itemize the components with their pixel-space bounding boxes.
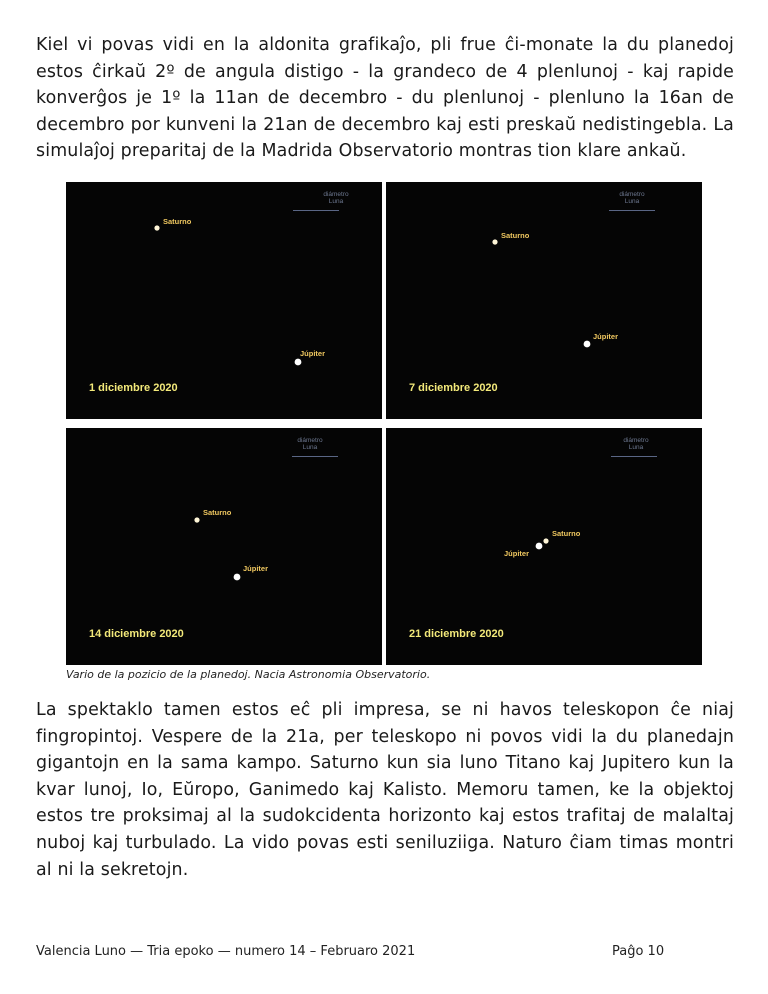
sky-panel-4 [386, 428, 702, 665]
intro-paragraph: Kiel vi povas vidi en la aldonita grafikaĵo, pli frue ĉi-monate la du planedoj estos ĉirkaŭ 2º de angula distigo - la grandeco de 4 plenlunoj - kaj rapide konverĝos je 1º la 11an de decembro - du plenlunoj - plenluno la 16an de decembro por kunveni la 21an de decembro kaj esti preskaŭ nedistingebla. La simulaĵoj preparitaj de la Madrida Observatorio montras tion klare ankaŭ. [36, 35, 734, 162]
jupiter-label: Júpiter [300, 349, 326, 358]
panel-date: 14 diciembre 2020 [89, 628, 184, 640]
moon-diameter-label: diámetro Luna [297, 437, 323, 451]
panel-date: 7 diciembre 2020 [409, 382, 498, 394]
saturn-label: Saturno [552, 529, 581, 538]
panel-date: 21 diciembre 2020 [409, 628, 504, 640]
jupiter-marker [234, 574, 241, 581]
saturn-label: Saturno [163, 217, 192, 226]
saturn-label: Saturno [501, 231, 530, 240]
moon-diameter-label: diámetro Luna [623, 437, 649, 451]
sky-panel-1 [66, 182, 382, 419]
jupiter-marker [295, 359, 302, 366]
sky-panel-3 [66, 428, 382, 665]
moon-diameter-label: diámetro Luna [323, 191, 349, 205]
saturn-label: Saturno [203, 508, 232, 517]
jupiter-marker [536, 543, 543, 550]
sky-panel-2 [386, 182, 702, 419]
saturn-marker [492, 239, 497, 244]
jupiter-label: Júpiter [593, 332, 619, 341]
figure-caption: Vario de la pozicio de la planedoj. Nacia Astronomia Observatorio. [66, 668, 431, 681]
footer-publication: Valencia Luno — Tria epoko — numero 14 – Februaro 2021 [36, 944, 416, 959]
moon-diameter-label: diámetro Luna [619, 191, 645, 205]
jupiter-marker [584, 341, 591, 348]
footer-page-number: Paĝo 10 [612, 944, 665, 959]
saturn-marker [543, 538, 548, 543]
saturn-marker [194, 517, 199, 522]
jupiter-label: Júpiter [504, 549, 530, 558]
jupiter-label: Júpiter [243, 564, 269, 573]
saturn-marker [154, 225, 159, 230]
panel-date: 1 diciembre 2020 [89, 382, 178, 394]
outro-paragraph: La spektaklo tamen estos eĉ pli impresa, se ni havos teleskopon ĉe niaj fingropintoj. Vespere de la 21a, per teleskopo ni povos vidi la du planedajn gigantojn en la sama kampo. Saturno kun sia luno Titano kaj Jupitero kun la kvar lunoj, Io, Eŭropo, Ganimedo kaj Kalisto. Memoru tamen, ke la objektoj estos tre proksimaj al la sudokcidenta horizonto kaj estos trafitaj de malaltaj nuboj kaj turbulado. La vido povas esti seniluziiga. Naturo ĉiam timas montri al ni la sekretojn. [36, 700, 734, 880]
